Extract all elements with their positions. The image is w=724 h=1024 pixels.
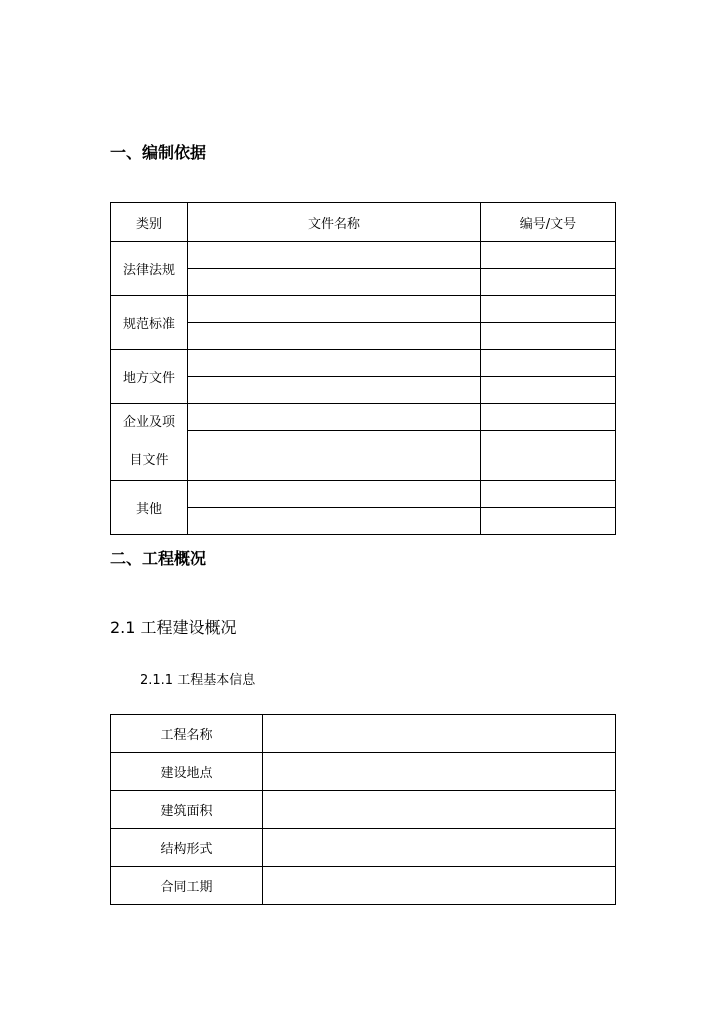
category-label-line-1: 企业及项 xyxy=(122,415,175,430)
document-name-cell[interactable] xyxy=(188,481,481,508)
table-header-row xyxy=(111,203,616,242)
structure-type-value[interactable] xyxy=(263,829,616,867)
construction-site-label: 建设地点 xyxy=(111,753,263,791)
document-number-cell[interactable] xyxy=(481,377,616,404)
document-number-cell[interactable] xyxy=(481,242,616,269)
category-label-line-2: 目文件 xyxy=(129,453,169,468)
building-area-label: 建筑面积 xyxy=(111,791,263,829)
category-local-documents: 地方文件 xyxy=(111,350,188,404)
header-category: 类别 xyxy=(111,203,188,242)
project-name-value[interactable] xyxy=(263,715,616,753)
document-name-cell[interactable] xyxy=(188,350,481,377)
category-standards: 规范标准 xyxy=(111,296,188,350)
compilation-basis-table xyxy=(110,202,616,535)
table-row xyxy=(111,829,616,867)
building-area-value[interactable] xyxy=(263,791,616,829)
document-name-cell[interactable] xyxy=(188,377,481,404)
table-row xyxy=(111,350,616,377)
section-1-heading: 一、编制依据 xyxy=(110,143,207,162)
category-enterprise-project-documents xyxy=(111,404,188,481)
document-name-cell[interactable] xyxy=(188,404,481,431)
document-number-cell[interactable] xyxy=(481,481,616,508)
document-number-cell[interactable] xyxy=(481,350,616,377)
section-2-1-heading: 2.1 工程建设概况 xyxy=(110,618,237,637)
table-row xyxy=(111,715,616,753)
contract-duration-value[interactable] xyxy=(263,867,616,905)
document-number-cell[interactable] xyxy=(481,269,616,296)
document-number-cell[interactable] xyxy=(481,431,616,481)
table-row xyxy=(111,296,616,323)
document-name-cell[interactable] xyxy=(188,508,481,535)
category-laws-regulations: 法律法规 xyxy=(111,242,188,296)
table-row xyxy=(111,867,616,905)
header-document-name: 文件名称 xyxy=(188,203,481,242)
section-2-1-1-heading: 2.1.1 工程基本信息 xyxy=(140,673,256,688)
project-name-label: 工程名称 xyxy=(111,715,263,753)
section-2-heading: 二、工程概况 xyxy=(110,549,207,568)
table-row xyxy=(111,242,616,269)
table-row xyxy=(111,404,616,431)
document-number-cell[interactable] xyxy=(481,508,616,535)
document-number-cell[interactable] xyxy=(481,404,616,431)
project-basic-info-table xyxy=(110,714,616,905)
document-number-cell[interactable] xyxy=(481,323,616,350)
contract-duration-label: 合同工期 xyxy=(111,867,263,905)
document-name-cell[interactable] xyxy=(188,323,481,350)
category-other: 其他 xyxy=(111,481,188,535)
construction-site-value[interactable] xyxy=(263,753,616,791)
table-row xyxy=(111,791,616,829)
table-row xyxy=(111,481,616,508)
document-name-cell[interactable] xyxy=(188,431,481,481)
header-document-number: 编号/文号 xyxy=(481,203,616,242)
document-name-cell[interactable] xyxy=(188,269,481,296)
document-number-cell[interactable] xyxy=(481,296,616,323)
structure-type-label: 结构形式 xyxy=(111,829,263,867)
table-row xyxy=(111,753,616,791)
document-name-cell[interactable] xyxy=(188,296,481,323)
document-name-cell[interactable] xyxy=(188,242,481,269)
